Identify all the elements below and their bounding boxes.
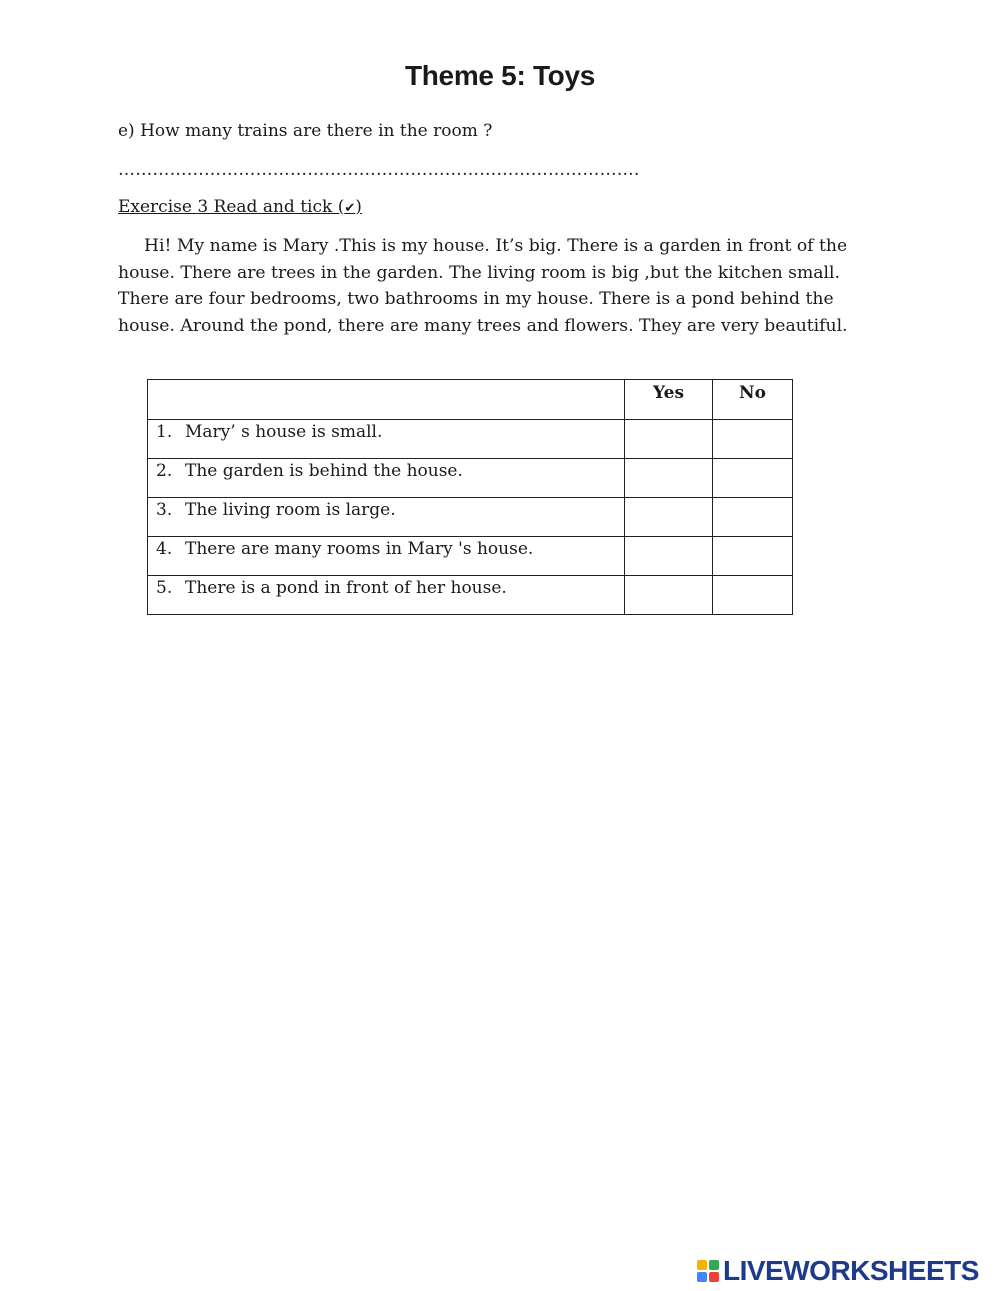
statement-cell [148, 537, 625, 576]
statement-text: The garden is behind the house. [185, 461, 463, 481]
logo-square-green [709, 1260, 719, 1270]
page-title: Theme 5: Toys [404, 60, 596, 91]
no-cell[interactable] [713, 576, 793, 615]
yes-cell[interactable] [625, 537, 713, 576]
header-statement [148, 380, 625, 420]
table-row [148, 537, 793, 576]
exercise-heading-text: Exercise 3 Read and tick ( [118, 197, 345, 217]
statement-text: The living room is large. [185, 500, 396, 520]
statement-text: There is a pond in front of her house. [185, 578, 507, 598]
yes-cell[interactable] [625, 420, 713, 459]
statement-cell [148, 576, 625, 615]
table-row [148, 498, 793, 537]
exercise-heading [118, 197, 362, 217]
tick-icon: ✔ [344, 201, 356, 216]
statement-text: There are many rooms in Mary 's house. [185, 539, 534, 559]
statement-number: 5. [156, 578, 173, 598]
statement-cell [148, 459, 625, 498]
question-e: e) How many trains are there in the room ? [118, 121, 493, 141]
header-no: No [713, 380, 793, 420]
statement-number: 2. [156, 461, 173, 481]
no-cell[interactable] [713, 498, 793, 537]
table-row [148, 420, 793, 459]
yes-cell[interactable] [625, 459, 713, 498]
logo-square-yellow [697, 1260, 707, 1270]
statement-cell [148, 498, 625, 537]
no-cell[interactable] [713, 537, 793, 576]
brand-name: LIVEWORKSHEETS [723, 1255, 979, 1286]
yes-cell[interactable] [625, 498, 713, 537]
table-row [148, 459, 793, 498]
statement-text: Mary’ s house is small. [185, 422, 383, 442]
logo-square-red [709, 1272, 719, 1282]
exercise-heading-close: ) [355, 197, 362, 217]
statement-cell [148, 420, 625, 459]
table-header-row [148, 380, 793, 420]
statement-number: 1. [156, 422, 173, 442]
answer-line[interactable]: ………………………………………………………………………………. [118, 160, 640, 180]
liveworksheets-logo[interactable] [697, 1256, 979, 1286]
table-row [148, 576, 793, 615]
statement-number: 3. [156, 500, 173, 520]
liveworksheets-icon [697, 1260, 719, 1282]
tick-table [147, 379, 793, 615]
yes-cell[interactable] [625, 576, 713, 615]
no-cell[interactable] [713, 420, 793, 459]
no-cell[interactable] [713, 459, 793, 498]
reading-passage [118, 233, 878, 339]
passage-text: Hi! My name is Mary .This is my house. It’s big. There is a garden in front of the house. There are trees in the garden. The living room is big ,but the kitchen small. There are four bedrooms, two bathrooms in my house. There is a pond behind the house. Around the pond, there are many trees and flowers. They are very beautiful. [118, 236, 848, 336]
header-yes: Yes [625, 380, 713, 420]
statement-number: 4. [156, 539, 173, 559]
logo-square-blue [697, 1272, 707, 1282]
